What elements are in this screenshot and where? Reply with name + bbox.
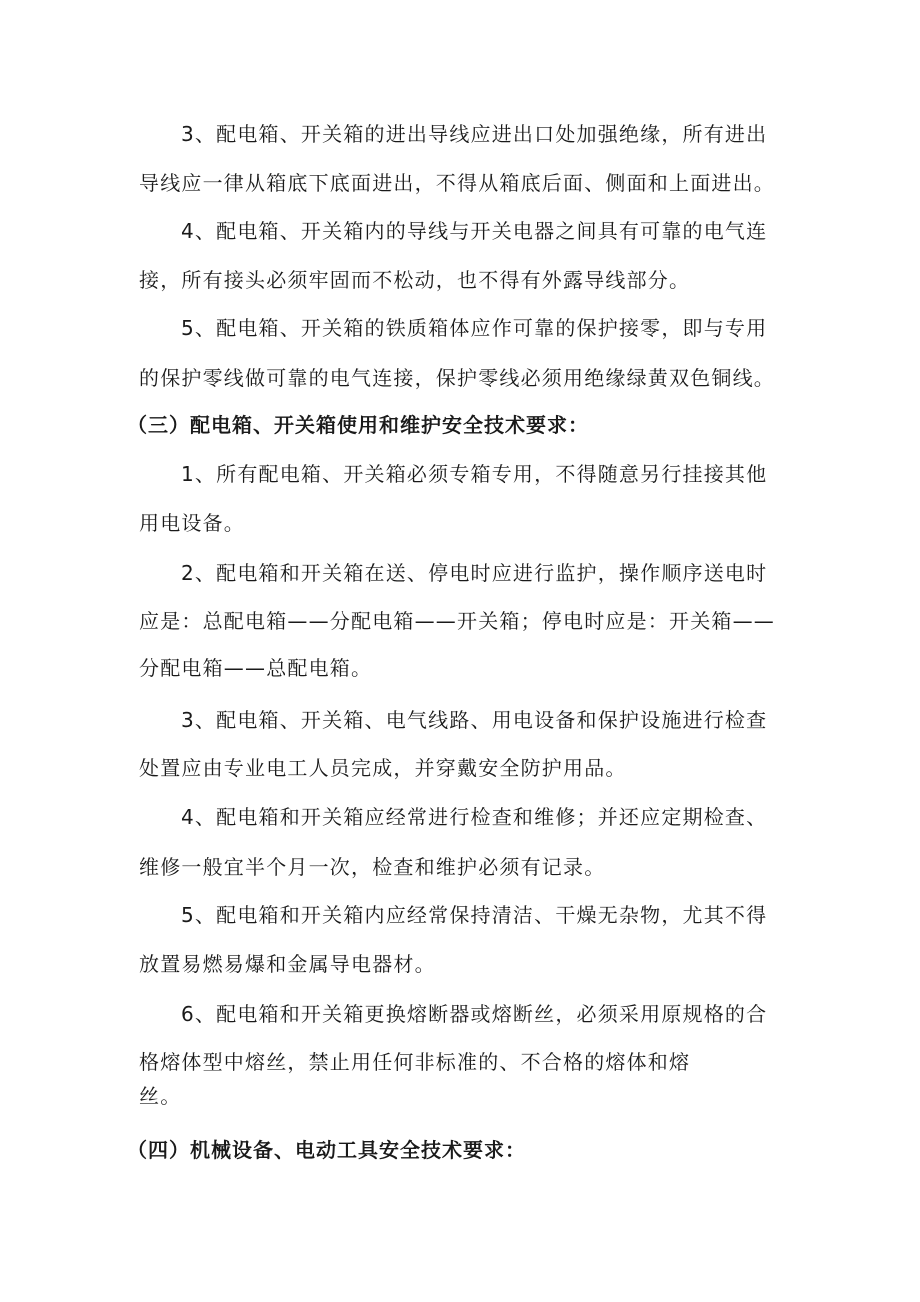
item-6-line-2: 格熔体型中熔丝，禁止用任何非标准的、不合格的熔体和熔 bbox=[139, 1050, 691, 1074]
item-2-line-3: 分配电箱——总配电箱。 bbox=[139, 656, 373, 680]
item-2-line-2: 应是：总配电箱——分配电箱——开关箱；停电时应是：开关箱—— bbox=[139, 609, 775, 633]
item-1-line-1: 1、所有配电箱、开关箱必须专箱专用，不得随意另行挂接其他 bbox=[181, 462, 768, 486]
item-6-line-1: 6、配电箱和开关箱更换熔断器或熔断丝，必须采用原规格的合 bbox=[181, 1002, 768, 1026]
paragraph-4-line-1: 4、配电箱、开关箱内的导线与开关电器之间具有可靠的电气连 bbox=[181, 219, 768, 243]
item-6-line-3: 丝。 bbox=[139, 1084, 182, 1108]
paragraph-5-line-2: 的保护零线做可靠的电气连接，保护零线必须用绝缘绿黄双色铜线。 bbox=[139, 366, 775, 390]
item-4-line-1: 4、配电箱和开关箱应经常进行检查和维修；并还应定期检查、 bbox=[181, 805, 768, 829]
item-4-line-2: 维修一般宜半个月一次，检查和维护必须有记录。 bbox=[139, 855, 606, 879]
item-1-line-2: 用电设备。 bbox=[139, 511, 245, 535]
item-5-line-1: 5、配电箱和开关箱内应经常保持清洁、干燥无杂物，尤其不得 bbox=[181, 903, 768, 927]
item-3-line-2: 处置应由专业电工人员完成，并穿戴安全防护用品。 bbox=[139, 756, 627, 780]
item-3-line-1: 3、配电箱、开关箱、电气线路、用电设备和保护设施进行检查 bbox=[181, 708, 768, 732]
paragraph-3-line-2: 导线应一律从箱底下底面进出，不得从箱底后面、侧面和上面进出。 bbox=[139, 171, 775, 195]
item-5-line-2: 放置易燃易爆和金属导电器材。 bbox=[139, 952, 436, 976]
item-2-line-1: 2、配电箱和开关箱在送、停电时应进行监护，操作顺序送电时 bbox=[181, 561, 768, 585]
section-heading-4: （四）机械设备、电动工具安全技术要求： bbox=[127, 1138, 526, 1162]
paragraph-3-line-1: 3、配电箱、开关箱的进出导线应进出口处加强绝缘，所有进出 bbox=[181, 122, 768, 146]
paragraph-5-line-1: 5、配电箱、开关箱的铁质箱体应作可靠的保护接零，即与专用 bbox=[181, 316, 768, 340]
section-heading-3: （三）配电箱、开关箱使用和维护安全技术要求： bbox=[127, 413, 589, 437]
paragraph-4-line-2: 接，所有接头必须牢固而不松动，也不得有外露导线部分。 bbox=[139, 268, 691, 292]
